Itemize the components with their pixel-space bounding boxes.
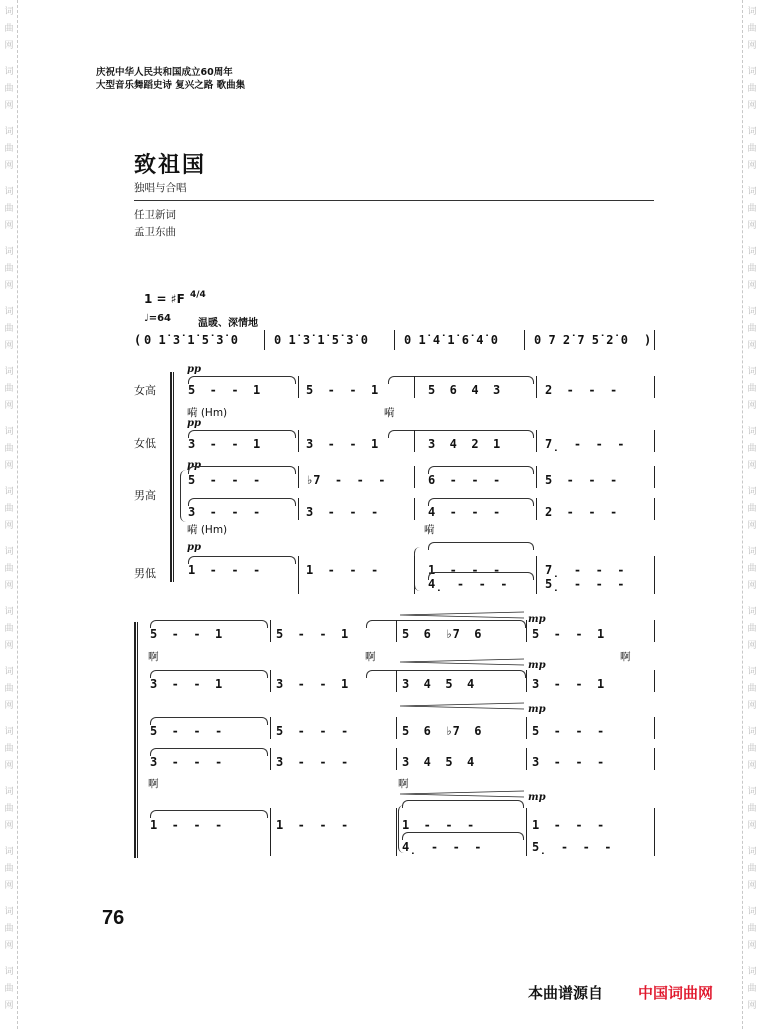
time-signature: 4/4: [190, 290, 206, 300]
watermark-char: 网: [4, 281, 14, 291]
soprano-measure: 5 - - 1: [188, 383, 261, 397]
watermark-char: 曲: [747, 84, 757, 94]
intro-measure: 0 1̇ 3̇ 1̇ 5̇ 3̇ 0: [144, 333, 238, 347]
watermark-char: 网: [747, 641, 757, 651]
soprano-measure: 5 - - 1: [150, 627, 223, 641]
soprano-lyric: 啊: [620, 651, 631, 663]
watermark-char: 曲: [747, 684, 757, 694]
watermark-char: 网: [4, 641, 14, 651]
watermark-char: 词: [747, 847, 757, 857]
intro-measure: 0 1̇ 4̇ 1̇ 6̇ 4̇ 0: [404, 333, 498, 347]
watermark-char: 词: [4, 487, 14, 497]
bass-upper-measure: 1 - - -: [150, 818, 223, 832]
intro-measure: 0 7 2̇ 7 5̇ 2̇ 0: [534, 333, 628, 347]
tenor-upper-measure: 5 - - -: [545, 473, 618, 487]
bass-lower-measure: 4̣ - - -: [428, 577, 508, 591]
watermark-char: 词: [4, 607, 14, 617]
dynamic-pp: pp: [187, 364, 201, 375]
tenor-lyric: 嗬 (Hm): [187, 524, 228, 536]
source-label: 本曲谱源自: [528, 984, 604, 1002]
alto-measure: 3 - - 1: [306, 437, 379, 451]
dynamic-mp: mp: [528, 614, 546, 625]
watermark-char: 曲: [747, 924, 757, 934]
watermark-char: 词: [747, 967, 757, 977]
key-signature: 1 = ♯F: [144, 292, 185, 306]
watermark-char: 词: [4, 187, 14, 197]
watermark-char: 词: [4, 7, 14, 17]
tenor-lower-measure: 3 - - -: [276, 755, 349, 769]
watermark-char: 曲: [747, 564, 757, 574]
composer: 孟卫东曲: [134, 226, 176, 238]
watermark-char: 网: [4, 701, 14, 711]
watermark-char: 词: [747, 727, 757, 737]
watermark-char: 曲: [4, 924, 14, 934]
soprano-measure: 5 6 4 3: [428, 383, 501, 397]
soprano-lyric: 嗬: [384, 407, 395, 419]
watermark-char: 词: [747, 367, 757, 377]
watermark-char: 网: [747, 581, 757, 591]
watermark-char: 曲: [747, 264, 757, 274]
watermark-char: 曲: [747, 504, 757, 514]
watermark-char: 网: [747, 881, 757, 891]
watermark-char: 网: [747, 521, 757, 531]
tenor-lower-measure: 3 - - -: [306, 505, 379, 519]
voice-label-soprano: 女高: [134, 384, 156, 397]
watermark-char: 曲: [4, 984, 14, 994]
tenor-lyric: 啊: [398, 778, 409, 790]
voice-label-alto: 女低: [134, 437, 156, 450]
tenor-lower-measure: 4 - - -: [428, 505, 501, 519]
bass-upper-measure: 1 - - -: [532, 818, 605, 832]
watermark-char: 词: [4, 307, 14, 317]
watermark-char: 曲: [4, 564, 14, 574]
watermark-char: 网: [747, 701, 757, 711]
watermark-char: 曲: [4, 84, 14, 94]
watermark-char: 网: [4, 761, 14, 771]
tempo-mark: ♩=64: [144, 313, 172, 324]
watermark-char: 网: [747, 161, 757, 171]
watermark-char: 曲: [4, 864, 14, 874]
tenor-upper-measure: 6 - - -: [428, 473, 501, 487]
crescendo-hairpin: [400, 659, 524, 665]
watermark-char: 曲: [747, 624, 757, 634]
alto-measure: 3 4 2 1: [428, 437, 501, 451]
watermark-char: 词: [4, 127, 14, 137]
soprano-lyric: 啊: [365, 651, 376, 663]
tenor-upper-measure: 5 - - -: [150, 724, 223, 738]
intro-close-paren: ): [644, 333, 652, 347]
soprano-measure: 2 - - -: [545, 383, 618, 397]
tenor-lower-measure: 3 - - -: [150, 755, 223, 769]
tenor-lyric: 嗬: [424, 524, 435, 536]
tenor-upper-measure: 5 - - -: [276, 724, 349, 738]
watermark-char: 词: [747, 307, 757, 317]
expression-mark: 温暖、深情地: [198, 318, 258, 329]
bass-upper-measure: 1 - - -: [188, 563, 261, 577]
watermark-char: 网: [747, 341, 757, 351]
alto-measure: 3 - - 1: [188, 437, 261, 451]
watermark-char: 网: [4, 1001, 14, 1011]
watermark-char: 曲: [4, 324, 14, 334]
watermark-char: 网: [4, 401, 14, 411]
watermark-char: 曲: [4, 24, 14, 34]
tenor-upper-measure: ♭7 - - -: [306, 473, 386, 487]
watermark-char: 网: [747, 281, 757, 291]
tenor-lower-measure: 3 4 5 4: [402, 755, 475, 769]
bass-upper-measure: 1 - - -: [402, 818, 475, 832]
watermark-char: 网: [4, 101, 14, 111]
watermark-char: 曲: [747, 444, 757, 454]
soprano-lyric: 嗬 (Hm): [187, 407, 228, 419]
dynamic-pp: pp: [187, 460, 201, 471]
crescendo-hairpin: [400, 612, 524, 618]
watermark-char: 曲: [747, 144, 757, 154]
watermark-char: 网: [747, 101, 757, 111]
watermark-char: 曲: [747, 204, 757, 214]
watermark-char: 曲: [747, 324, 757, 334]
watermark-char: 网: [4, 461, 14, 471]
watermark-char: 网: [4, 581, 14, 591]
source-site-link[interactable]: 中国词曲网: [638, 984, 714, 1002]
bass-upper-measure: 1 - - -: [306, 563, 379, 577]
header-line-2: 大型音乐舞蹈史诗 复兴之路 歌曲集: [96, 80, 246, 91]
watermark-char: 网: [4, 341, 14, 351]
page-number: 76: [102, 907, 125, 929]
watermark-char: 网: [747, 1001, 757, 1011]
watermark-char: 曲: [747, 744, 757, 754]
watermark-char: 曲: [4, 264, 14, 274]
soprano-measure: 5 - - 1: [532, 627, 605, 641]
voice-label-bass: 男低: [134, 567, 156, 580]
soprano-measure: 5 6 ♭7 6: [402, 627, 482, 641]
watermark-char: 网: [4, 521, 14, 531]
song-title: 致祖国: [134, 153, 207, 178]
watermark-char: 词: [747, 547, 757, 557]
dynamic-mp: mp: [528, 792, 546, 803]
watermark-char: 曲: [4, 144, 14, 154]
watermark-char: 网: [4, 821, 14, 831]
watermark-char: 词: [747, 607, 757, 617]
watermark-char: 曲: [4, 684, 14, 694]
tenor-upper-measure: 5 6 ♭7 6: [402, 724, 482, 738]
alto-measure: 3 - - 1: [150, 677, 223, 691]
dynamic-pp: pp: [187, 542, 201, 553]
watermark-char: 词: [747, 427, 757, 437]
watermark-char: 曲: [4, 444, 14, 454]
watermark-char: 词: [4, 247, 14, 257]
watermark-char: 词: [4, 787, 14, 797]
watermark-char: 词: [4, 367, 14, 377]
alto-measure: 7̣ - - -: [545, 437, 625, 451]
watermark-char: 网: [4, 941, 14, 951]
watermark-char: 曲: [747, 804, 757, 814]
intro-open-paren: (: [134, 333, 142, 347]
watermark-char: 词: [747, 487, 757, 497]
bass-upper-measure: 1 - - -: [428, 563, 501, 577]
crescendo-hairpin: [400, 703, 524, 709]
header-line-1: 庆祝中华人民共和国成立60周年: [96, 67, 233, 78]
tenor-lower-measure: 2 - - -: [545, 505, 618, 519]
watermark-char: 词: [747, 667, 757, 677]
bass-lower-measure: 5̣ - - -: [545, 577, 625, 591]
watermark-char: 曲: [747, 984, 757, 994]
watermark-char: 曲: [4, 504, 14, 514]
watermark-char: 网: [4, 161, 14, 171]
watermark-char: 曲: [4, 204, 14, 214]
watermark-char: 网: [4, 881, 14, 891]
intro-measure: 0 1̇ 3̇ 1̇ 5̇ 3̇ 0: [274, 333, 368, 347]
tenor-upper-measure: 5 - - -: [532, 724, 605, 738]
watermark-char: 词: [4, 847, 14, 857]
watermark-char: 词: [4, 547, 14, 557]
watermark-char: 词: [747, 7, 757, 17]
watermark-char: 网: [747, 821, 757, 831]
watermark-char: 网: [747, 401, 757, 411]
watermark-char: 网: [747, 221, 757, 231]
watermark-char: 曲: [4, 624, 14, 634]
watermark-char: 网: [4, 221, 14, 231]
soprano-measure: 5 - - 1: [306, 383, 379, 397]
soprano-measure: 5 - - 1: [276, 627, 349, 641]
watermark-char: 词: [4, 727, 14, 737]
bass-upper-measure: 1 - - -: [276, 818, 349, 832]
soprano-lyric: 啊: [148, 651, 159, 663]
tenor-lyric: 啊: [148, 778, 159, 790]
tenor-upper-measure: 5 - - -: [188, 473, 261, 487]
bass-upper-measure: 7̣ - - -: [545, 563, 625, 577]
watermark-char: 曲: [747, 384, 757, 394]
dynamic-mp: mp: [528, 660, 546, 671]
bass-lower-measure: 5̣ - - -: [532, 840, 612, 854]
watermark-char: 词: [747, 787, 757, 797]
watermark-char: 词: [4, 427, 14, 437]
watermark-char: 词: [747, 187, 757, 197]
alto-measure: 3 4 5 4: [402, 677, 475, 691]
watermark-char: 曲: [747, 24, 757, 34]
watermark-char: 曲: [4, 804, 14, 814]
dynamic-mp: mp: [528, 704, 546, 715]
watermark-char: 词: [4, 667, 14, 677]
dynamic-pp: pp: [187, 418, 201, 429]
watermark-char: 网: [747, 761, 757, 771]
crescendo-hairpin: [400, 791, 524, 797]
watermark-char: 网: [747, 941, 757, 951]
tenor-lower-measure: 3 - - -: [188, 505, 261, 519]
watermark-char: 词: [747, 67, 757, 77]
alto-measure: 3 - - 1: [276, 677, 349, 691]
watermark-char: 网: [747, 461, 757, 471]
lyricist: 任卫新词: [134, 209, 176, 221]
watermark-char: 曲: [4, 384, 14, 394]
watermark-char: 网: [747, 41, 757, 51]
watermark-char: 词: [4, 967, 14, 977]
alto-measure: 3 - - 1: [532, 677, 605, 691]
watermark-char: 词: [4, 67, 14, 77]
song-subtitle: 独唱与合唱: [134, 182, 187, 194]
watermark-char: 词: [747, 127, 757, 137]
watermark-char: 词: [4, 907, 14, 917]
bass-lower-measure: 4̣ - - -: [402, 840, 482, 854]
watermark-char: 词: [747, 247, 757, 257]
voice-label-tenor: 男高: [134, 489, 156, 502]
watermark-char: 曲: [747, 864, 757, 874]
watermark-char: 网: [4, 41, 14, 51]
watermark-char: 曲: [4, 744, 14, 754]
tenor-lower-measure: 3 - - -: [532, 755, 605, 769]
watermark-char: 词: [747, 907, 757, 917]
